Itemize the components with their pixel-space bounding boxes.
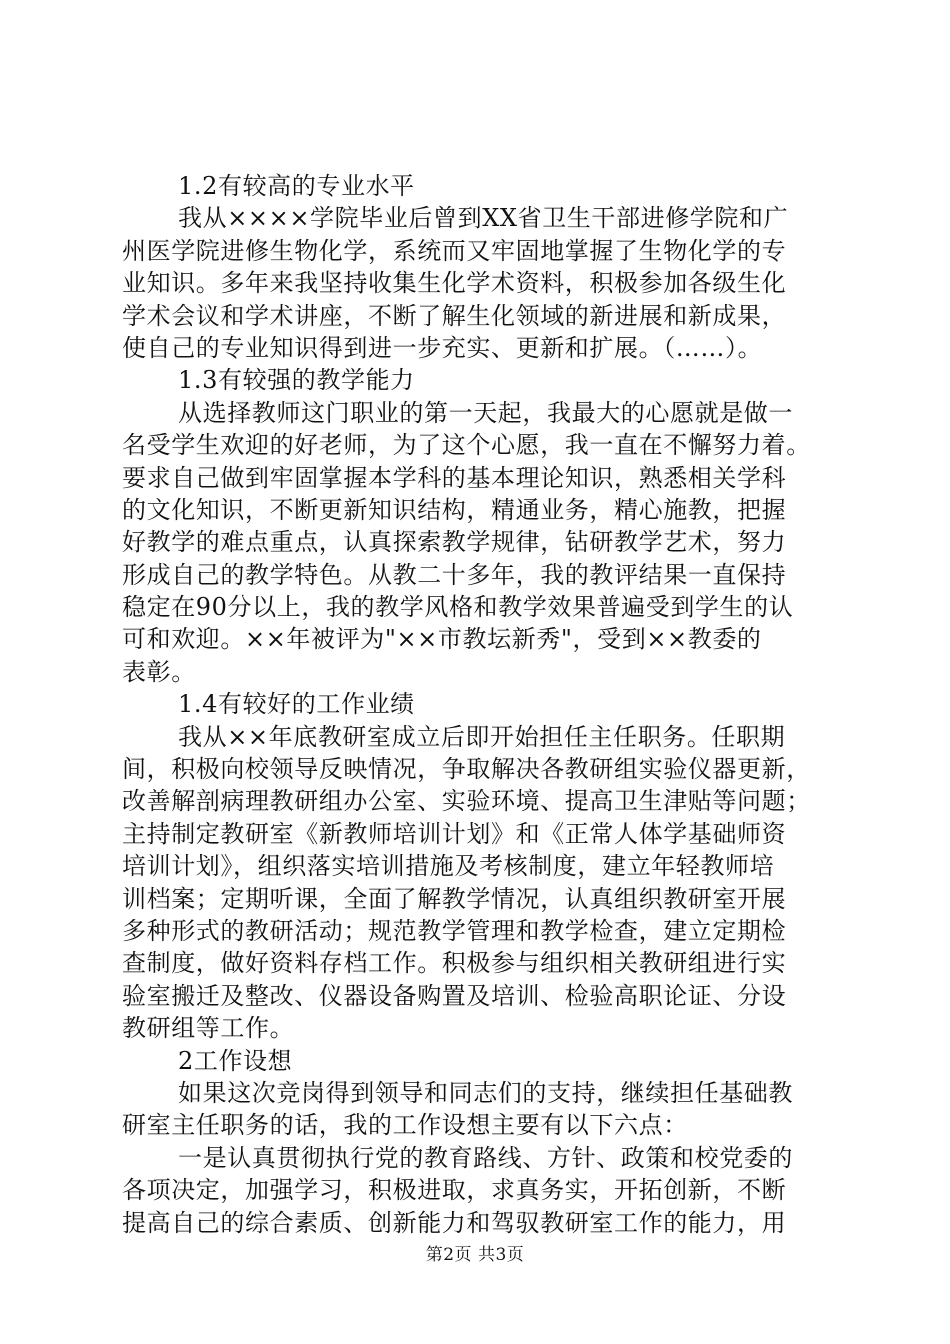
text-line: 培训计划》，组织落实培训措施及考核制度，建立年轻教师培 [122,852,775,881]
text-line: 1.2有较高的专业水平 [178,172,415,200]
text-line: 稳定在90分以上，我的教学风格和教学效果普遍受到学生的认 [122,593,794,622]
text-line: 1.4有较好的工作业绩 [178,690,415,719]
text-line: 使自己的专业知识得到进一步充实、更新和扩展。（……）。 [122,333,763,362]
text-line: 的文化知识，不断更新知识结构，精通业务，精心施教，把握 [122,495,787,524]
page-footer: 第2页 共3页 [425,1245,525,1265]
text-line: 教研组等工作。 [122,1014,295,1043]
text-line: 州医学院进修生物化学，系统而又牢固地掌握了生物化学的专 [122,236,787,265]
text-line: 学术会议和学术讲座，不断了解生化领域的新进展和新成果， [122,301,787,330]
text-line: 各项决定，加强学习，积极进取，求真务实，开拓创新，不断 [122,1176,787,1205]
text-line: 从选择教师这门职业的第一天起，我最大的心愿就是做一 [178,398,793,427]
text-line: 要求自己做到牢固掌握本学科的基本理论知识，熟悉相关学科 [122,463,787,492]
text-line: 间，积极向校领导反映情况，争取解决各教研组实验仪器更新， [122,755,811,784]
text-line: 可和欢迎。××年被评为"××市教坛新秀"，受到××教委的 [122,625,762,654]
text-line: 表彰。 [122,657,196,686]
text-line: 训档案；定期听课，全面了解教学情况，认真组织教研室开展 [122,884,787,913]
text-line: 改善解剖病理教研组办公室、实验环境、提高卫生津贴等问题； [122,787,811,816]
text-line: 我从××年底教研室成立后即开始担任主任职务。任职期 [178,722,786,751]
text-line: 提高自己的综合素质、创新能力和驾驭教研室工作的能力，用 [122,1208,787,1237]
text-line: 一是认真贯彻执行党的教育路线、方针、政策和校党委的 [178,1143,793,1172]
text-line: 多种形式的教研活动；规范教学管理和教学检查，建立定期检 [122,916,787,945]
document-body [122,170,834,1239]
text-line: 如果这次竞岗得到领导和同志们的支持，继续担任基础教 [178,1078,793,1107]
text-line: 名受学生欢迎的好老师，为了这个心愿，我一直在不懈努力着。 [122,431,811,460]
text-line: 我从××××学院毕业后曾到XX省卫生干部进修学院和广 [178,204,789,233]
text-line: 查制度，做好资料存档工作。积极参与组织相关教研组进行实 [122,949,787,978]
text-line: 1.3有较强的教学能力 [178,366,415,395]
text-line: 形成自己的教学特色。从教二十多年，我的教评结果一直保持 [122,560,787,589]
text-line: 2工作设想 [178,1046,293,1075]
text-line: 好教学的难点重点，认真探索教学规律，钻研教学艺术，努力 [122,528,787,557]
text-line: 验室搬迁及整改、仪器设备购置及培训、检验高职论证、分设 [122,981,787,1010]
text-line: 研室主任职务的话，我的工作设想主要有以下六点： [122,1111,688,1140]
text-line: 主持制定教研室《新教师培训计划》和《正常人体学基础师资 [122,819,787,848]
text-line: 业知识。多年来我坚持收集生化学术资料，积极参加各级生化 [122,269,787,298]
